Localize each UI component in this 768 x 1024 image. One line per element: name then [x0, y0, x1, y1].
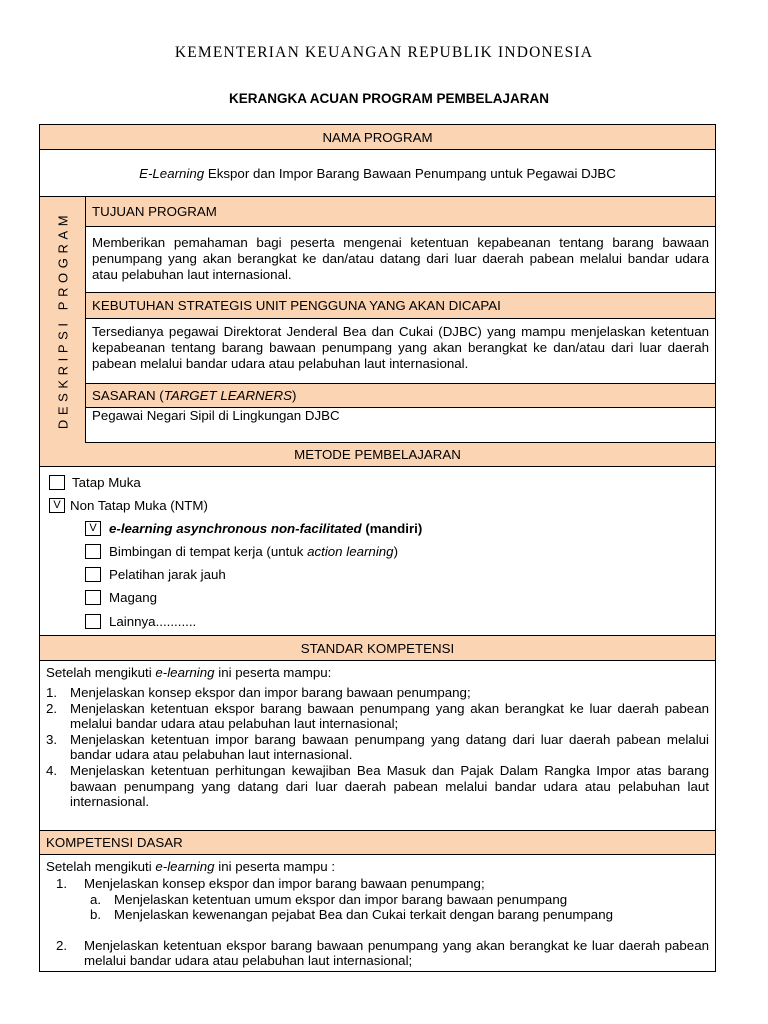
- item-text: Menjelaskan konsep ekspor dan impor barang bawaan penumpang;: [70, 685, 471, 700]
- sasaran-text: Pegawai Negari Sipil di Lingkungan DJBC: [92, 408, 340, 423]
- option-pelatihan[interactable]: [85, 565, 226, 583]
- ministry-heading: KEMENTERIAN KEUANGAN REPUBLIK INDONESIA: [174, 44, 594, 61]
- item-text: Menjelaskan konsep ekspor dan impor barang bawaan penumpang;: [84, 876, 485, 891]
- item-text: Menjelaskan ketentuan ekspor barang bawaan penumpang yang akan berangkat ke luar daerah pabean melalui bandar udara atau pelabuhan laut internasional;: [84, 937, 709, 969]
- option-tatap-muka[interactable]: [49, 473, 141, 491]
- kebutuhan-label: KEBUTUHAN STRATEGIS UNIT PENGGUNA YANG AKAN DICAPAI: [92, 298, 501, 313]
- item-number: a.: [90, 891, 102, 907]
- bimbingan-label-pre: Bimbingan di tempat kerja (untuk: [109, 543, 308, 559]
- list-item: [84, 892, 715, 908]
- list-item: [40, 701, 715, 732]
- magang-label: Magang: [109, 589, 158, 605]
- kebutuhan-text: Tersedianya pegawai Direktorat Jenderal Bea dan Cukai (DJBC) yang mampu menjelaskan ketentuan kepabeanan tentang barang bawaan penumpang yang akan berangkat ke dan/atau dari luar daerah pabean melalui bandar udara atau pelabuhan laut internasional.: [92, 324, 709, 371]
- option-bimbingan[interactable]: [85, 542, 398, 560]
- deskripsi-program-label: DESKRIPSI PROGRAM: [55, 210, 71, 430]
- item-text: Menjelaskan ketentuan impor barang bawaan penumpang yang datang dari luar daerah pabean melalui bandar udara atau pelabuhan laut internasional.: [70, 731, 709, 763]
- nama-program-value: [40, 150, 715, 197]
- nama-program-text: Ekspor dan Impor Barang Bawaan Penumpang untuk Pegawai DJBC: [204, 165, 616, 181]
- standar-intro-post: ini peserta mampu:: [214, 665, 332, 680]
- document-title: KERANGKA ACUAN PROGRAM PEMBELAJARAN: [228, 91, 549, 106]
- tatap-muka-checkbox[interactable]: [49, 475, 65, 490]
- metode-label: METODE PEMBELAJARAN: [294, 447, 461, 462]
- standar-header: [40, 636, 715, 661]
- elearning-checkbox[interactable]: V: [85, 521, 101, 536]
- list-item: [40, 763, 715, 810]
- item-text: Menjelaskan ketentuan perhitungan kewajiban Bea Masuk dan Pajak Dalam Rangka Impor atas barang bawaan penumpang yang datang dari luar daerah pabean melalui bandar udara atau pelabuhan laut internasional.: [70, 762, 709, 810]
- ntm-checkbox[interactable]: V: [49, 498, 65, 513]
- kd-list-continued: [40, 938, 715, 969]
- item-number: 2.: [56, 937, 68, 953]
- program-table: [39, 124, 716, 972]
- ntm-label: Non Tatap Muka (NTM): [70, 497, 208, 513]
- option-ntm[interactable]: [49, 496, 208, 514]
- pelatihan-label: Pelatihan jarak jauh: [109, 566, 226, 582]
- standar-label: STANDAR KOMPETENSI: [300, 640, 455, 656]
- sasaran-header: [86, 384, 715, 408]
- kompetensi-dasar-label: KOMPETENSI DASAR: [46, 835, 183, 850]
- option-magang[interactable]: [85, 588, 157, 606]
- sasaran-label: [86, 384, 715, 407]
- list-item: [84, 907, 715, 923]
- kompetensi-dasar-body: [40, 855, 715, 972]
- sasaran-label-pre: SASARAN (: [92, 388, 164, 403]
- elearning-label: [109, 521, 422, 536]
- list-item: [40, 685, 715, 701]
- bimbingan-checkbox[interactable]: [85, 544, 101, 559]
- item-text: Menjelaskan kewenangan pejabat Bea dan Cukai terkait dengan barang penumpang: [114, 907, 613, 923]
- item-number: 1.: [56, 876, 68, 891]
- nama-program-em: E-Learning: [139, 165, 205, 181]
- sasaran-body: [86, 408, 715, 443]
- pelatihan-checkbox[interactable]: [85, 567, 101, 582]
- bimbingan-label-em: action learning: [307, 543, 394, 559]
- item-number: 3.: [46, 731, 58, 747]
- kd-intro: [40, 858, 715, 876]
- nama-program-label: NAMA PROGRAM: [322, 129, 433, 145]
- kd-sublist: [84, 892, 715, 923]
- bimbingan-label-post: ): [393, 543, 399, 559]
- kebutuhan-header: [86, 293, 715, 319]
- kd-intro-pre: Setelah mengikuti: [46, 859, 156, 874]
- kebutuhan-body: [86, 319, 715, 384]
- kompetensi-dasar-header: [40, 831, 715, 855]
- standar-intro-pre: Setelah mengikuti: [46, 665, 156, 680]
- magang-checkbox[interactable]: [85, 590, 101, 605]
- tujuan-label: TUJUAN PROGRAM: [92, 204, 217, 219]
- sasaran-label-post: ): [292, 388, 297, 403]
- option-lainnya[interactable]: [85, 612, 196, 630]
- tujuan-header: [86, 197, 715, 227]
- item-number: 2.: [46, 700, 58, 716]
- bimbingan-label: [109, 544, 398, 559]
- metode-body: [40, 467, 715, 636]
- sasaran-label-em: TARGET LEARNERS: [163, 388, 293, 403]
- item-text: Menjelaskan ketentuan umum ekspor dan impor barang bawaan penumpang: [114, 891, 568, 907]
- item-text: Menjelaskan ketentuan ekspor barang bawaan penumpang yang akan berangkat ke luar daerah pabean melalui bandar udara atau pelabuhan laut internasional;: [70, 700, 709, 732]
- lainnya-label: Lainnya...........: [109, 613, 197, 629]
- item-number: 1.: [46, 685, 58, 700]
- standar-list: [40, 685, 715, 810]
- list-item: [40, 876, 715, 892]
- kd-list: [40, 876, 715, 892]
- lainnya-checkbox[interactable]: [85, 614, 101, 629]
- tatap-muka-label: Tatap Muka: [72, 474, 141, 490]
- kd-intro-post: ini peserta mampu :: [214, 859, 336, 874]
- kd-intro-em: e-learning: [155, 859, 215, 874]
- nama-program-header: [40, 125, 715, 150]
- item-number: 4.: [46, 762, 58, 778]
- standar-intro: [40, 664, 715, 682]
- metode-header: [40, 443, 715, 467]
- list-item: [40, 732, 715, 763]
- elearning-label-rest: (mandiri): [361, 520, 423, 536]
- deskripsi-program-side: [40, 197, 86, 443]
- elearning-label-em: e-learning asynchronous non-facilitated: [109, 520, 362, 536]
- standar-intro-em: e-learning: [155, 665, 215, 680]
- option-elearning[interactable]: [85, 519, 422, 537]
- tujuan-body: [86, 227, 715, 293]
- tujuan-text: Memberikan pemahaman bagi peserta mengenai ketentuan kepabeanan tentang barang bawaan penumpang yang akan berangkat ke dan/atau datang dari luar daerah pabean melalui bandar udara atau pelabuhan laut internasional.: [92, 235, 709, 282]
- list-item: [40, 938, 715, 969]
- item-number: b.: [90, 907, 102, 923]
- standar-body: [40, 661, 715, 831]
